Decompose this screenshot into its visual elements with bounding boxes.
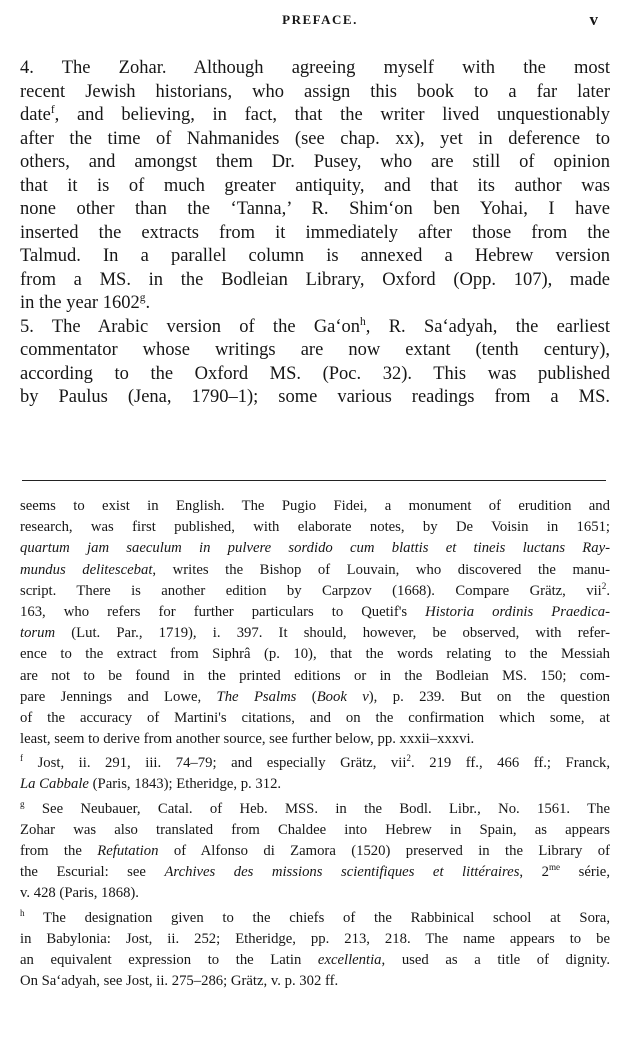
footnote bbox=[20, 908, 610, 993]
text-run: of the accuracy of Martini's citations, and on the confirmation which some, at bbox=[20, 709, 610, 726]
body-line bbox=[20, 292, 610, 316]
footnote bbox=[20, 753, 610, 795]
text-run: (Paris, 1843); Etheridge, p. 312. bbox=[88, 776, 282, 793]
text-run: 5. The Arabic version of the Ga‘on bbox=[20, 316, 361, 337]
text-run: , used as a title of dignity. bbox=[381, 951, 610, 968]
text-run: least, seem to derive from another source, see further below, pp. xxxii–xxxvi. bbox=[20, 731, 475, 748]
body-line bbox=[20, 57, 610, 81]
body-line bbox=[20, 128, 610, 152]
footnote-marker: h bbox=[360, 315, 366, 328]
text-run: , and believing, in fact, that the writer lived unquestionably bbox=[54, 105, 610, 125]
body-text bbox=[20, 57, 610, 410]
text-run: seems to exist in English. The Pugio Fidei, a monument of erudition and bbox=[20, 498, 610, 514]
text-run: the Escurial: see bbox=[20, 864, 165, 881]
text-run: that it is of much greater antiquity, and that its author was bbox=[20, 175, 610, 196]
page-number: v bbox=[589, 10, 598, 29]
footnote-marker: 2 bbox=[406, 753, 411, 764]
italic-text: The Psalms bbox=[216, 688, 297, 705]
text-run: after the time of Nahmanides (see chap. xx), yet in deference to bbox=[20, 128, 610, 149]
running-header bbox=[40, 12, 600, 34]
footnote-marker: g bbox=[139, 292, 146, 304]
text-run: Jost, ii. 291, iii. 74–79; and especially Grätz, vii bbox=[23, 755, 407, 772]
body-line bbox=[20, 269, 610, 293]
body-line bbox=[20, 151, 610, 175]
footnote-line bbox=[20, 623, 610, 644]
text-run: ence to the extract from Siphrâ (p. 10), that the words relating to the Messiah bbox=[20, 646, 610, 663]
footnote bbox=[20, 799, 610, 905]
footnote-line bbox=[20, 666, 610, 687]
body-line bbox=[20, 339, 610, 363]
body-line bbox=[20, 81, 610, 105]
text-run: , writes the Bishop of Louvain, who discovered the manu- bbox=[152, 561, 610, 578]
footnote-line bbox=[20, 560, 610, 581]
body-line bbox=[20, 175, 610, 199]
footnote-line bbox=[20, 496, 610, 517]
text-run: . 219 ff., 466 ff.; Franck, bbox=[410, 755, 610, 772]
footnote-line bbox=[20, 774, 610, 795]
body-line bbox=[20, 316, 610, 340]
footnote-marker: f bbox=[20, 753, 24, 764]
text-run: recent Jewish historians, who assign this book to a far later bbox=[20, 81, 610, 102]
text-run: 163, who refers for further particulars to Quetif's bbox=[20, 603, 426, 620]
italic-text: quartum jam saeculum in pulvere sordido cum blattis et tineis luctans Ray- bbox=[20, 540, 610, 557]
body-line bbox=[20, 222, 610, 246]
text-run: commentator whose writings are now extant (tenth century), bbox=[20, 340, 610, 360]
body-line bbox=[20, 245, 610, 269]
footnote-divider bbox=[22, 480, 606, 481]
text-run: are not to be found in the printed editions or in the Bodleian MS. 150; com- bbox=[20, 667, 610, 684]
text-run: date bbox=[20, 105, 51, 125]
text-run: by Paulus (Jena, 1790–1); some various readings from a MS. bbox=[20, 387, 610, 407]
text-run: v. 428 (Paris, 1868). bbox=[20, 885, 139, 902]
footnote-line bbox=[20, 950, 610, 971]
text-run: 4. The Zohar. Although agreeing myself with the most bbox=[20, 58, 610, 78]
footnote-line bbox=[20, 538, 610, 559]
text-run: See Neubauer, Catal. of Heb. MSS. in the Bodl. Libr., No. 1561. The bbox=[24, 800, 610, 817]
text-run: others, and amongst them Dr. Pusey, who are still of opinion bbox=[20, 152, 610, 172]
text-run: . bbox=[145, 293, 151, 313]
body-line bbox=[20, 198, 610, 222]
text-run: research, was first published, with elaborate notes, by De Voisin in 1651; bbox=[20, 519, 610, 536]
footnote-line bbox=[20, 883, 610, 904]
footnote-line bbox=[20, 820, 610, 841]
footnote-line bbox=[20, 581, 610, 602]
footnote-line bbox=[20, 929, 610, 950]
text-run: none other than the ‘Tanna,’ R. Shim‘on ben Yohai, I have bbox=[20, 199, 610, 219]
footnote-marker: g bbox=[20, 798, 25, 809]
text-run: pare Jennings and Lowe, bbox=[20, 688, 217, 705]
text-run: according to the Oxford MS. (Poc. 32). This was published bbox=[20, 363, 610, 384]
text-run: in Babylonia: Jost, ii. 252; Etheridge, pp. 213, 218. The name appears to be bbox=[20, 930, 610, 947]
footnote-line bbox=[20, 729, 610, 750]
italic-text: Refutation bbox=[97, 843, 159, 859]
text-run: , 2 bbox=[519, 864, 549, 881]
text-run: . bbox=[606, 582, 610, 599]
italic-text: Historia ordinis Praedica- bbox=[425, 603, 610, 620]
footnote-marker: h bbox=[20, 907, 25, 918]
footnote bbox=[20, 496, 610, 750]
italic-text: mundus delitescebat bbox=[20, 561, 153, 578]
text-run: Talmud. In a parallel column is annexed a Hebrew version bbox=[20, 246, 610, 266]
running-title: PREFACE. bbox=[282, 12, 358, 27]
italic-text: Archives des missions scientifiques et littéraires bbox=[164, 864, 520, 881]
italic-text: excellentia bbox=[317, 951, 382, 968]
text-run: in the year 1602 bbox=[20, 293, 140, 313]
body-line bbox=[20, 104, 610, 128]
text-run: of Alfonso di Zamora (1520) preserved in the Library of bbox=[158, 843, 610, 859]
footnote-line bbox=[20, 602, 610, 623]
italic-text: Book v bbox=[316, 688, 369, 705]
footnote-line bbox=[20, 971, 610, 992]
footnote-line bbox=[20, 644, 610, 665]
text-run: from the bbox=[20, 843, 98, 859]
footnote-line bbox=[20, 517, 610, 538]
text-run: (Lut. Par., 1719), i. 397. It should, however, be observed, with refer- bbox=[55, 625, 610, 642]
text-run: ), p. 239. But on the question bbox=[368, 688, 610, 705]
body-line bbox=[20, 363, 610, 387]
text-run: The designation given to the chiefs of the Rabbinical school at Sora, bbox=[24, 909, 610, 926]
footnote-marker: 2 bbox=[601, 580, 607, 591]
footnotes bbox=[20, 496, 610, 992]
text-run: Zohar was also translated from Chaldee into Hebrew in Spain, as appears bbox=[20, 821, 610, 838]
text-run: On Sa‘adyah, see Jost, ii. 275–286; Grätz, v. p. 302 ff. bbox=[20, 973, 339, 990]
body-line bbox=[20, 386, 610, 410]
text-run: série, bbox=[560, 864, 610, 881]
footnote-line bbox=[20, 799, 610, 820]
footnote-marker: me bbox=[548, 862, 561, 873]
footnote-line bbox=[20, 841, 610, 862]
italic-text: torum bbox=[20, 625, 56, 642]
text-run: inserted the extracts from it immediately after those from the bbox=[20, 222, 610, 243]
footnote-line bbox=[20, 753, 610, 774]
footnote-line bbox=[20, 908, 610, 929]
footnote-marker: f bbox=[50, 104, 55, 116]
footnote-line bbox=[20, 708, 610, 729]
text-run: script. There is another edition by Carpzov (1668). Compare Grätz, vii bbox=[20, 582, 602, 599]
footnote-line bbox=[20, 687, 610, 708]
text-run: an equivalent expression to the Latin bbox=[20, 951, 318, 968]
text-run: , R. Sa‘adyah, the earliest bbox=[365, 316, 610, 337]
text-run: from a MS. in the Bodleian Library, Oxford (Opp. 107), made bbox=[20, 269, 610, 290]
italic-text: La Cabbale bbox=[20, 776, 89, 793]
text-run: ( bbox=[296, 688, 317, 705]
footnote-line bbox=[20, 862, 610, 883]
